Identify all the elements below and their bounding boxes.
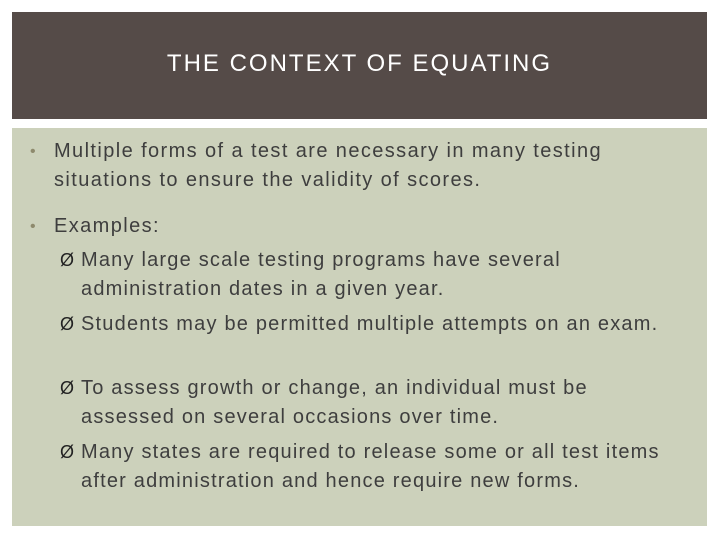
example-text: Many states are required to release some or all test items after administration and hence require new forms. xyxy=(81,441,660,492)
example-text: Many large scale testing programs have several administration dates in a given year. xyxy=(81,249,561,300)
example-item-3 xyxy=(60,374,685,432)
arrow-bullet-icon: Ø xyxy=(60,442,76,462)
bullet-item-1 xyxy=(30,137,680,195)
title-bar xyxy=(12,12,707,119)
bullet-marker: • xyxy=(30,218,38,235)
bullet-marker: • xyxy=(30,143,38,160)
slide-title: THE CONTEXT OF EQUATING xyxy=(166,50,553,77)
arrow-bullet-icon: Ø xyxy=(60,314,76,334)
arrow-bullet-icon: Ø xyxy=(60,378,76,398)
example-item-1 xyxy=(60,246,685,304)
example-text: To assess growth or change, an individual must be assessed on several occasions over time. xyxy=(81,377,588,428)
arrow-bullet-icon: Ø xyxy=(60,250,76,270)
bullet-text: Multiple forms of a test are necessary in many testing situations to ensure the validity of scores. xyxy=(54,140,603,191)
bullet-item-2 xyxy=(30,212,680,241)
example-text: Students may be permitted multiple attempts on an exam. xyxy=(81,313,659,335)
example-item-4 xyxy=(60,438,685,496)
bullet-text: Examples: xyxy=(54,215,160,237)
content-panel xyxy=(12,128,707,526)
example-item-2 xyxy=(60,310,685,339)
